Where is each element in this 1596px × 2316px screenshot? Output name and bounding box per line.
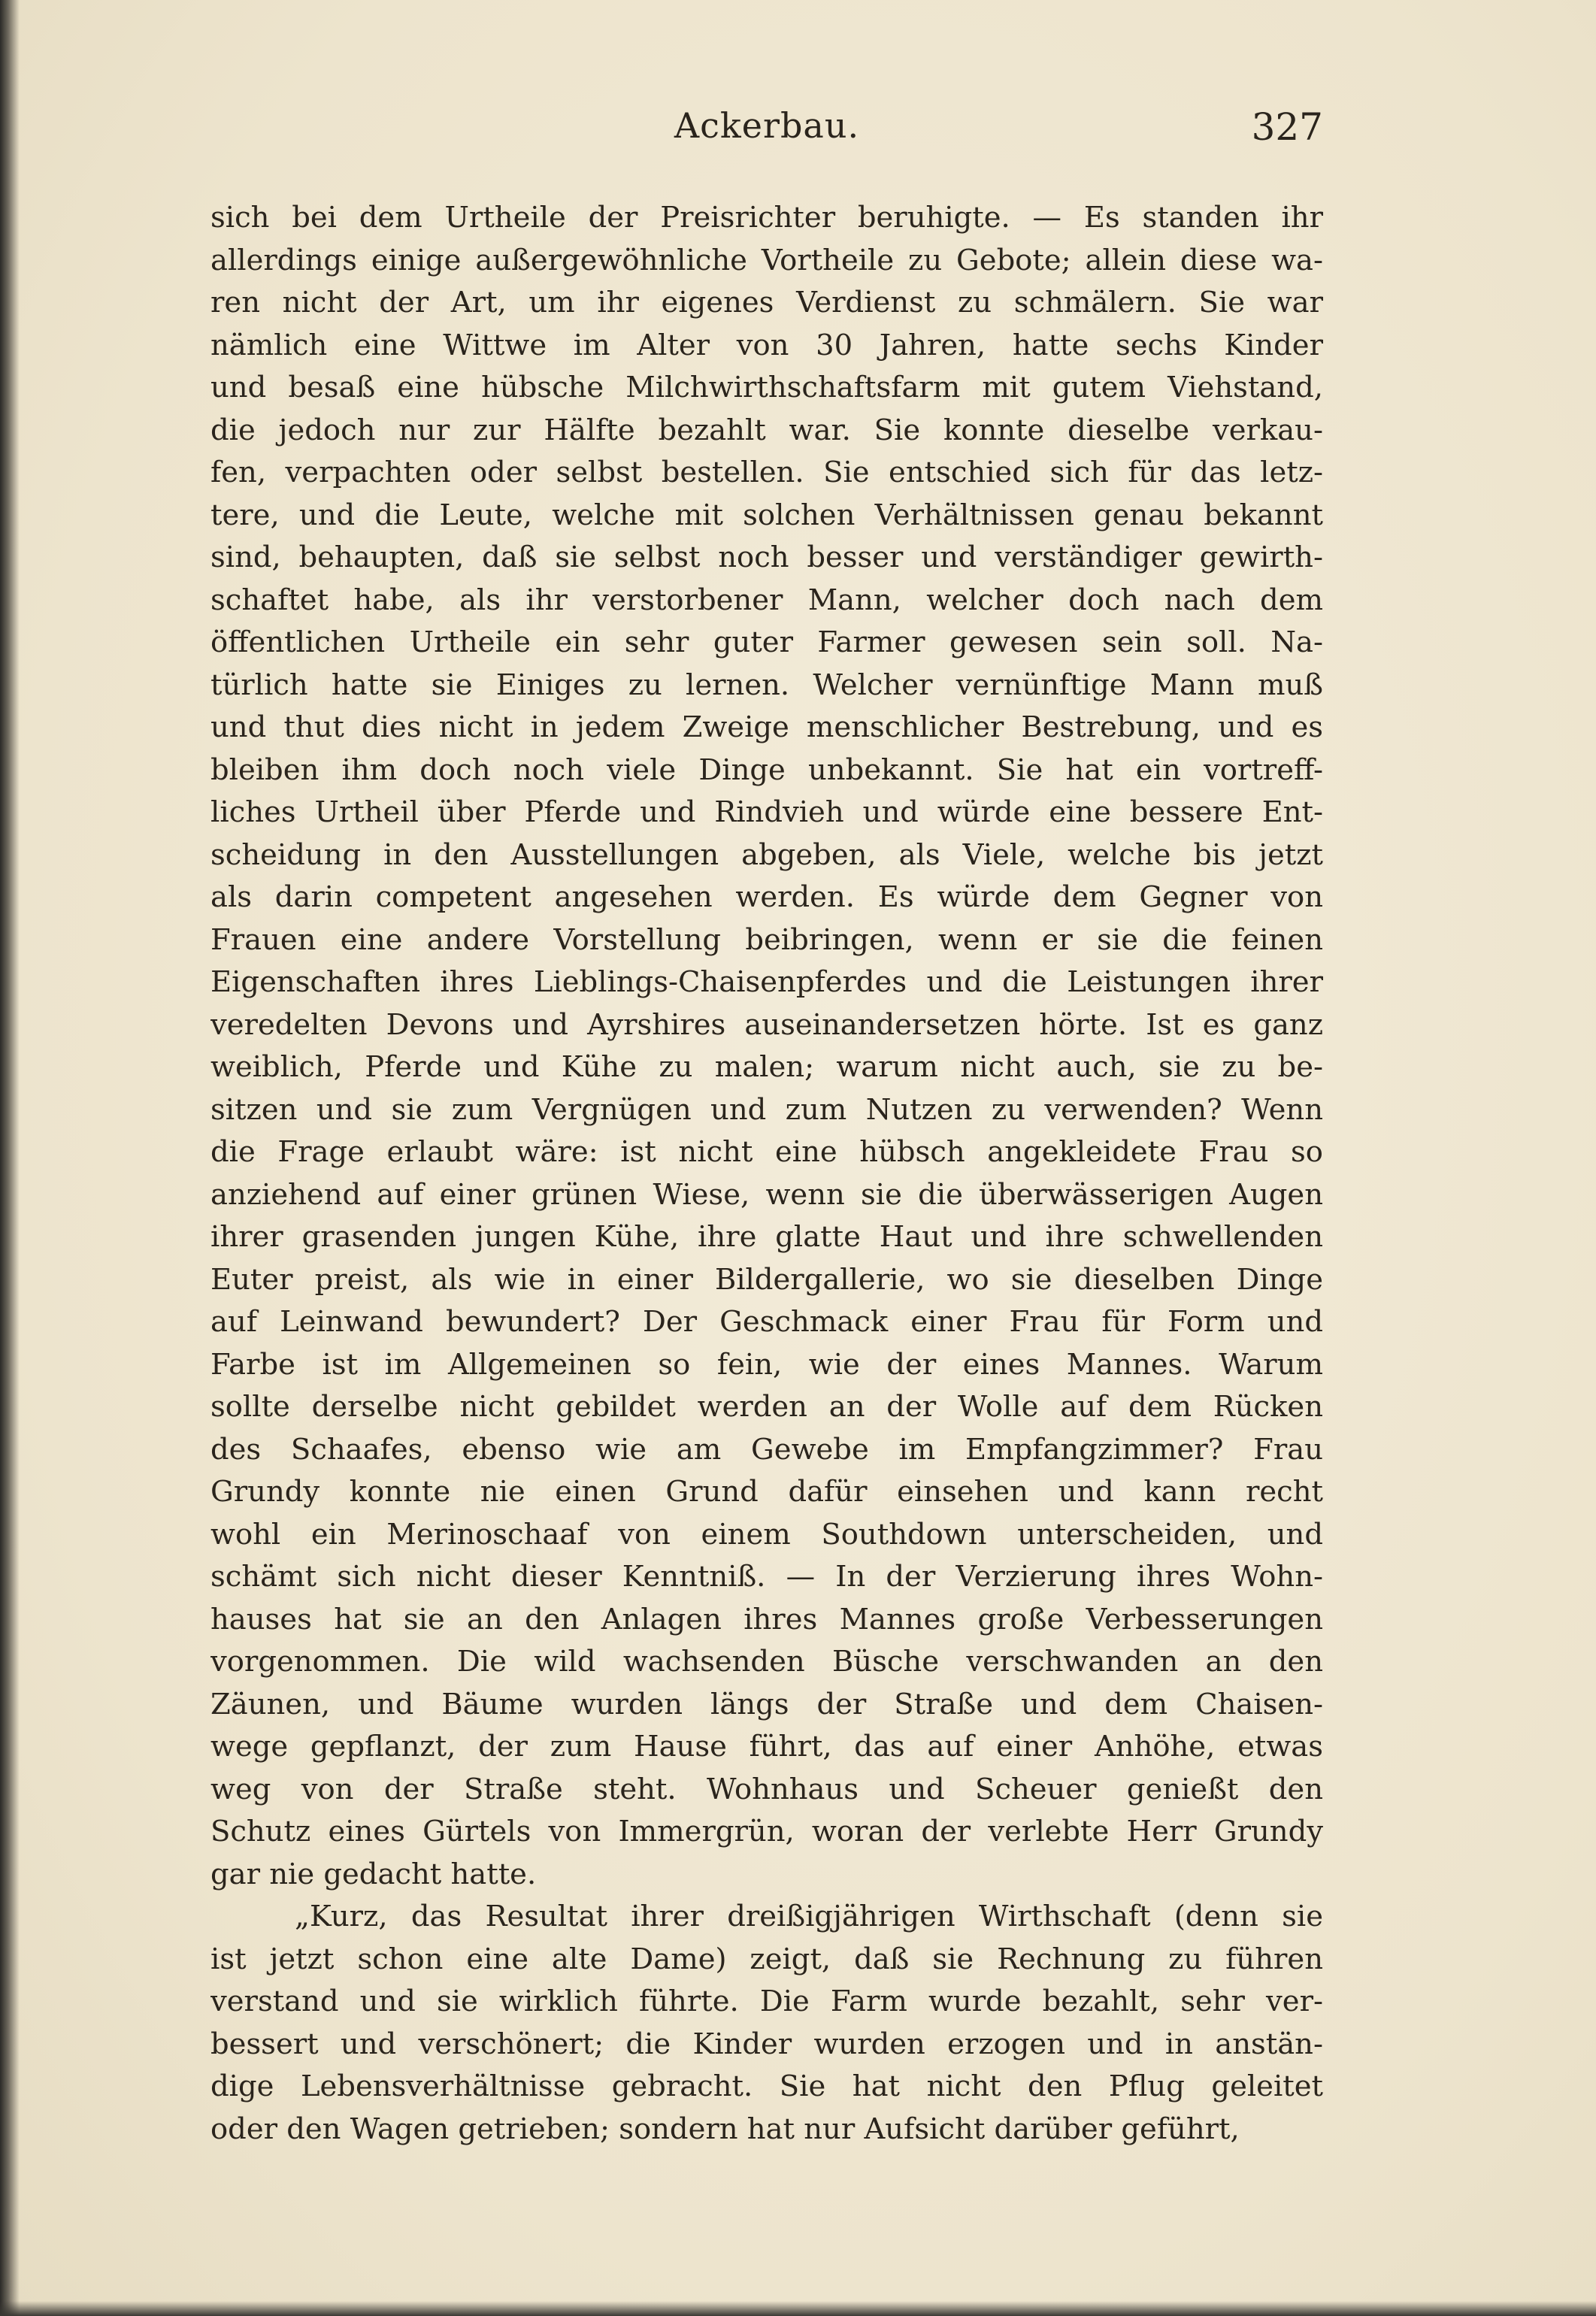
text-line: sind, behaupten, daß sie selbst noch besser und verständiger gewirth- — [210, 540, 1323, 574]
text-line: Farbe ist im Allgemeinen so fein, wie der eines Mannes. Warum — [210, 1347, 1323, 1382]
text-line: sitzen und sie zum Vergnügen und zum Nutzen zu verwenden? Wenn — [210, 1092, 1323, 1127]
text-line: ren nicht der Art, um ihr eigenes Verdienst zu schmälern. Sie war — [210, 286, 1323, 319]
paragraph — [210, 1896, 1323, 2151]
text-line: weiblich, Pferde und Kühe zu malen; warum nicht auch, sie zu be- — [210, 1050, 1323, 1084]
text-line: scheidung in den Ausstellungen abgeben, als Viele, welche bis jetzt — [210, 837, 1323, 872]
text-line: Eigenschaften ihres Lieblings-Chaisenpferdes und die Leistungen ihrer — [210, 965, 1323, 999]
text-line: sollte derselbe nicht gebildet werden an der Wolle auf dem Rücken — [210, 1390, 1323, 1424]
text-line: ihrer grasenden jungen Kühe, ihre glatte Haut und ihre schwellenden — [210, 1220, 1323, 1254]
text-line: öffentlichen Urtheile ein sehr guter Farmer gewesen sein soll. Na- — [210, 625, 1323, 659]
text-line: dige Lebensverhältnisse gebracht. Sie hat nicht den Pflug geleitet — [210, 2069, 1323, 2103]
text-line: bleiben ihm doch noch viele Dinge unbekannt. Sie hat ein vortreff- — [210, 752, 1323, 787]
text-line: allerdings einige außergewöhnliche Vortheile zu Gebote; allein diese wa- — [210, 243, 1323, 277]
text-line: anziehend auf einer grünen Wiese, wenn sie die überwässerigen Augen — [210, 1177, 1323, 1212]
text-line: nämlich eine Wittwe im Alter von 30 Jahren, hatte sechs Kinder — [210, 328, 1323, 362]
text-line: gar nie gedacht hatte. — [210, 1857, 537, 1891]
text-line: die Frage erlaubt wäre: ist nicht eine hübsch angekleidete Frau so — [210, 1135, 1323, 1169]
text-line: verstand und sie wirklich führte. Die Farm wurde bezahlt, sehr ver- — [210, 1984, 1323, 2018]
text-line: vorgenommen. Die wild wachsenden Büsche verschwanden an den — [210, 1645, 1323, 1679]
paragraph — [210, 197, 1323, 1896]
text-line: schämt sich nicht dieser Kenntniß. — In der Verzierung ihres Wohn- — [210, 1560, 1323, 1594]
text-line: sich bei dem Urtheile der Preisrichter beruhigte. — Es standen ihr — [210, 201, 1323, 235]
text-line: liches Urtheil über Pferde und Rindvieh und würde eine bessere Ent- — [210, 795, 1323, 829]
text-line: „Kurz, das Resultat ihrer dreißigjährigen Wirthschaft (denn sie — [295, 1900, 1323, 1933]
text-line: schaftet habe, als ihr verstorbener Mann, welcher doch nach dem — [210, 583, 1323, 617]
text-line: Zäunen, und Bäume wurden längs der Straße und dem Chaisen- — [210, 1687, 1323, 1721]
text-line: auf Leinwand bewundert? Der Geschmack einer Frau für Form und — [210, 1305, 1323, 1339]
page-header — [210, 105, 1323, 158]
text-line: wege gepflanzt, der zum Hause führt, das auf einer Anhöhe, etwas — [210, 1730, 1323, 1763]
text-line: hauses hat sie an den Anlagen ihres Mannes große Verbesserungen — [210, 1602, 1323, 1636]
text-line: und thut dies nicht in jedem Zweige menschlicher Bestrebung, und es — [210, 710, 1323, 744]
running-head: Ackerbau. — [674, 105, 860, 146]
text-line: und besaß eine hübsche Milchwirthschaftsfarm mit gutem Viehstand, — [210, 371, 1323, 404]
text-line: türlich hatte sie Einiges zu lernen. Welcher vernünftige Mann muß — [210, 668, 1323, 702]
text-line: die jedoch nur zur Hälfte bezahlt war. Sie konnte dieselbe verkau- — [210, 413, 1323, 447]
text-line: als darin competent angesehen werden. Es würde dem Gegner von — [210, 880, 1323, 914]
text-line: bessert und verschönert; die Kinder wurden erzogen und in anstän- — [210, 2027, 1323, 2061]
scan-bottom-edge — [0, 2301, 1596, 2316]
text-line: Frauen eine andere Vorstellung beibringen, wenn er sie die feinen — [210, 922, 1323, 957]
text-line: des Schaafes, ebenso wie am Gewebe im Empfangzimmer? Frau — [210, 1432, 1323, 1467]
text-line: oder den Wagen getrieben; sondern hat nur Aufsicht darüber geführt, — [210, 2112, 1240, 2146]
body-text — [210, 197, 1323, 2151]
text-line: ist jetzt schon eine alte Dame) zeigt, daß sie Rechnung zu führen — [210, 1942, 1323, 1976]
text-line: veredelten Devons und Ayrshires auseinandersetzen hörte. Ist es ganz — [210, 1007, 1323, 1042]
text-line: Grundy konnte nie einen Grund dafür einsehen und kann recht — [210, 1475, 1323, 1509]
text-line: Euter preist, als wie in einer Bildergallerie, wo sie dieselben Dinge — [210, 1262, 1323, 1297]
page-number: 327 — [1251, 105, 1323, 149]
binding-shadow — [0, 0, 20, 2316]
text-line: weg von der Straße steht. Wohnhaus und Scheuer genießt den — [210, 1772, 1323, 1806]
text-line: tere, und die Leute, welche mit solchen Verhältnissen genau bekannt — [210, 498, 1323, 532]
text-line: wohl ein Merinoschaaf von einem Southdown unterscheiden, und — [210, 1517, 1323, 1552]
text-line: Schutz eines Gürtels von Immergrün, woran der verlebte Herr Grundy — [210, 1815, 1323, 1848]
text-line: fen, verpachten oder selbst bestellen. Sie entschied sich für das letz- — [210, 456, 1323, 489]
